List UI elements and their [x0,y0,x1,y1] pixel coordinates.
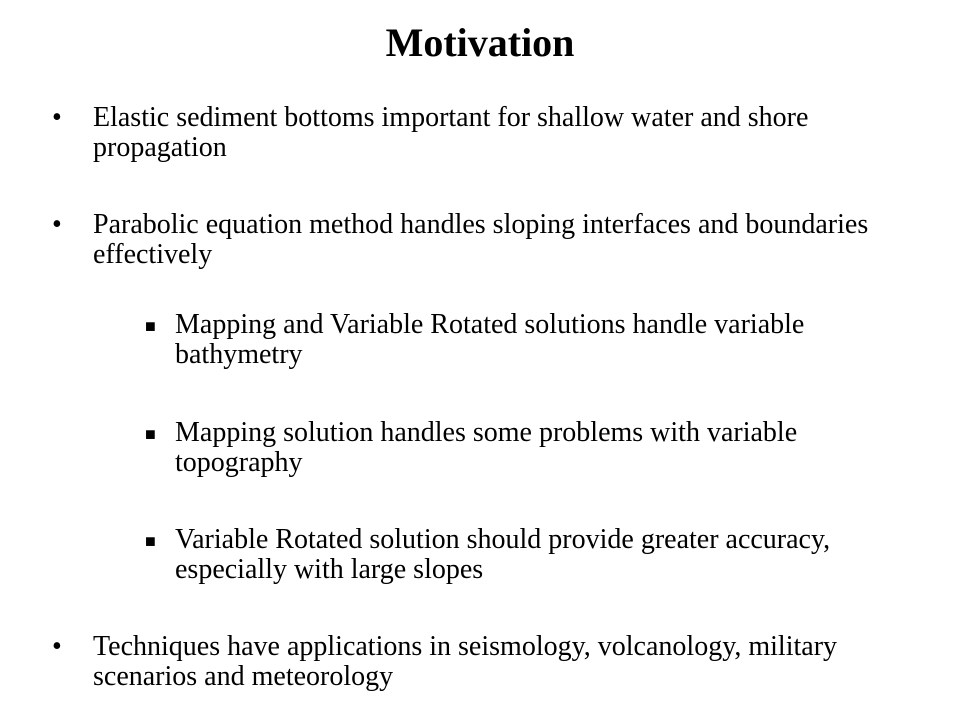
bullet-dot-icon: • [52,631,62,662]
square-bullet-icon: ■ [145,531,156,551]
sub-bullet-item [145,309,905,370]
sub-bullet-item [145,524,905,585]
bullet-text: Elastic sediment bottoms important for shallow water and shore propagation [93,102,809,163]
bullet-item [52,209,893,270]
sub-bullet-item [145,417,905,478]
square-bullet-icon: ■ [145,316,156,336]
sub-bullet-text: Mapping and Variable Rotated solutions handle variable bathymetry [175,309,805,370]
sub-bullet-text: Mapping solution handles some problems with variable topography [175,417,798,478]
bullet-dot-icon: • [52,102,62,133]
sub-bullet-text: Variable Rotated solution should provide greater accuracy, especially with large slopes [175,524,831,585]
bullet-text: Techniques have applications in seismology, volcanology, military scenarios and meteorology [93,631,838,692]
slide-title: Motivation [385,20,575,65]
bullet-item [52,631,893,692]
bullet-item [52,102,893,163]
bullet-dot-icon: • [52,209,62,240]
bullet-text: Parabolic equation method handles sloping interfaces and boundaries effectively [93,209,869,270]
square-bullet-icon: ■ [145,424,156,444]
